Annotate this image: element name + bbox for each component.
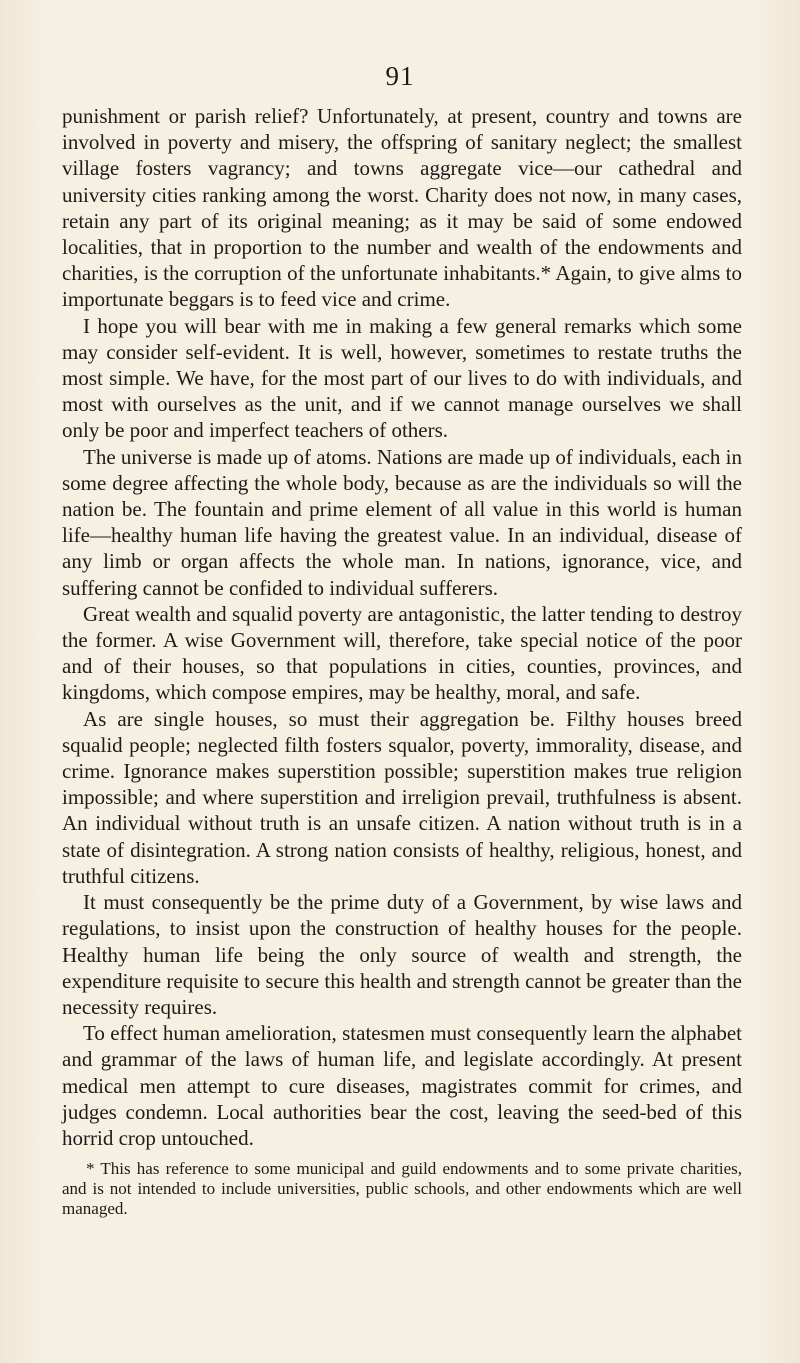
- paragraph: To effect human amelioration, statesmen must consequently learn the alphabet and grammar of the laws of human life, and legislate accordingly. At present medical men attempt to cure diseases, magistrates commit for crimes, and judges condemn. Local authorities bear the cost, leaving the seed-bed of this horrid crop untouched.: [62, 1021, 742, 1150]
- footnote: * This has reference to some municipal and guild endowments and to some private charities, and is not intended to include universities, public schools, and other endowments which are well managed.: [62, 1159, 742, 1219]
- paragraph: As are single houses, so must their aggregation be. Filthy houses breed squalid people; neglected filth fosters squalor, poverty, immorality, disease, and crime. Ignorance makes superstition possible; superstition makes true religion impossible; and where superstition and irreligion prevail, truthfulness is absent. An individual without truth is an unsafe citizen. A nation without truth is in a state of disintegration. A strong nation consists of healthy, religious, honest, and truthful citizens.: [62, 706, 742, 888]
- paragraph: The universe is made up of atoms. Nations are made up of individuals, each in some degree affecting the whole body, because as are the individuals so will the nation be. The fountain and prime element of all value in this world is human life—healthy human life having the greatest value. In an individual, disease of any limb or organ affects the whole man. In nations, ignorance, vice, and suffering cannot be confided to individual sufferers.: [62, 444, 742, 600]
- body-text: [62, 103, 742, 1219]
- paragraph: Great wealth and squalid poverty are antagonistic, the latter tending to destroy the former. A wise Government will, therefore, take special notice of the poor and of their houses, so that populations in cities, counties, provinces, and kingdoms, which compose empires, may be healthy, moral, and safe.: [62, 601, 742, 705]
- page-number: 91: [385, 61, 415, 91]
- paragraph: punishment or parish relief? Unfortunately, at present, country and towns are involved in poverty and misery, the offspring of sanitary neglect; the smallest village fosters vagrancy; and towns aggregate vice—our cathedral and university cities ranking among the worst. Charity does not now, in many cases, retain any part of its original meaning; as it may be said of some endowed localities, that in proportion to the number and wealth of the endowments and charities, is the corruption of the unfortunate inhabitants.* Again, to give alms to importunate beggars is to feed vice and crime.: [62, 104, 742, 312]
- paragraph: I hope you will bear with me in making a few general remarks which some may consider self-evident. It is well, however, sometimes to restate truths the most simple. We have, for the most part of our lives to do with individuals, and most with ourselves as the unit, and if we cannot manage ourselves we shall only be poor and imperfect teachers of others.: [62, 313, 742, 443]
- paragraph: It must consequently be the prime duty of a Government, by wise laws and regulations, to insist upon the construction of healthy houses for the people. Healthy human life being the only source of wealth and strength, the expenditure requisite to secure this health and strength cannot be greater than the necessity requires.: [62, 890, 742, 1019]
